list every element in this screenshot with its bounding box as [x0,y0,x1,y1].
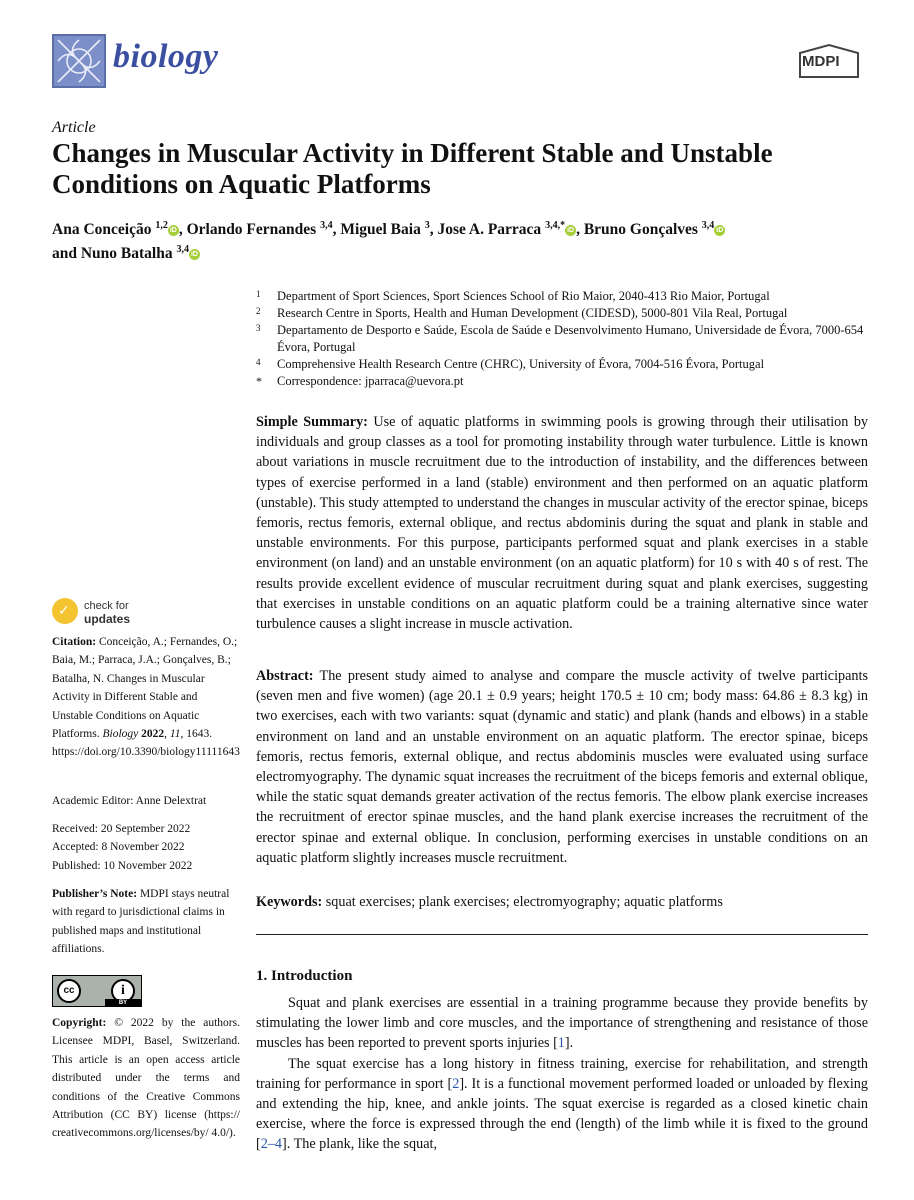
article-title: Changes in Muscular Activity in Different Stable and Unstable Conditions on Aquatic Platforms [52,138,773,199]
author[interactable]: and Nuno Batalha $^{3,4}$ iD [52,244,198,263]
article-type: Article [52,119,96,136]
paragraph: Squat and plank exercises are essential in a training programme because they provide benefits by stimulating the lower limb and core muscles, and the importance of strengthening and resistance of those muscles has been reported to prevent sports injuries [1]. [256,995,868,1052]
author[interactable]: Ana Conceição $^{1,2}$ iD , [52,220,187,239]
accepted-date: Accepted: 8 November 2022 [52,841,185,854]
journal-logo [52,34,106,88]
author[interactable]: Jose A. Parraca $^{3,4,*}$ iD , [437,220,584,239]
reference-link[interactable]: 2 [452,1075,460,1092]
orcid-icon[interactable]: iD [190,251,198,259]
keywords: Keywords: squat exercises; plank exercises; electromyography; aquatic platforms [256,894,723,910]
publication-dates [52,820,240,875]
simple-summary: Simple Summary: Use of aquatic platforms in swimming pools is growing through their utilisation by individuals and group classes as a tool for promoting instability through water turbulence. Little is known about variations in muscle recruitment due to the introduction of instability, and the differences between types of exercise performed in a land (stable) environment and then performed on an aquatic platform (unstable). This study attempted to understand the changes in muscular activity of the erector spinae, biceps femoris, rectus femoris, external oblique, and rectus abdominis during the squat and plank in stable and unstable environments. For this purpose, participants performed squat and plank exercises in a stable environment (on land) and an unstable environment (on an aquatic platform) for 10 s with 40 s of rest. The results provide excellent evidence of muscular recruitment during squat and plank exercises, suggesting that exercises in unstable conditions on an aquatic platform could be a training alternative since water turbulence causes a slight increase in muscle activation. [256,414,869,633]
citation: Citation: Conceição, A.; Fernandes, O.; Baia, M.; Parraca, J.A.; Gonçalves, B.; Batalha, N. Changes in Muscular Activity in Different Stable and Unstable Conditions on Aquatic Platforms. Biology 2022, 11, 1643. https://doi.org/10.3390/biology11111643 [52,636,240,759]
academic-editor: Academic Editor: Anne Delextrat [52,795,207,807]
dna-pattern-icon [54,36,104,86]
journal-name[interactable]: biology [113,38,219,75]
doi-link[interactable]: , 1643. https://doi.org/10.3390/biology11111643 [52,728,240,759]
orcid-icon[interactable]: iD [567,227,575,235]
copyright-notice: Copyright: © 2022 by the authors. Licensee MDPI, Basel, Switzerland. This article is an open access article distributed under the terms and conditions of the Creative Commons Attribution (CC BY) license (https:// creativecommons.org/licenses/by/ 4.0/). [52,1017,240,1140]
affiliation-item: 4 Comprehensive Health Research Centre (CHRC), University of Évora, 7004-516 Évora, Portugal [256,357,765,371]
affiliations [256,288,876,390]
affiliation-item: 2 Research Centre in Sports, Health and Human Development (CIDESD), 5000-801 Vila Real, Portugal [256,306,788,320]
author[interactable]: Miguel Baia $^3$, [340,220,438,239]
introduction-body [256,993,868,1155]
publishers-note: Publisher’s Note: MDPI stays neutral with regard to jurisdictional claims in published maps and institutional affiliations. [52,888,230,956]
published-date: Published: 10 November 2022 [52,859,193,872]
cc-by-license-badge[interactable] [52,975,142,1007]
creative-commons-icon: cc [57,979,81,1003]
correspondence: * Correspondence: jparraca@uevora.pt [256,374,464,388]
updates-label[interactable]: check for [84,600,129,612]
attribution-icon: i [111,979,135,1003]
affiliation-item: 1 Department of Sport Sciences, Sport Sciences School of Rio Maior, 2040-413 Rio Maior, Portugal [256,289,770,303]
reference-link[interactable]: 1 [557,1035,565,1052]
section-heading: 1. Introduction [256,968,353,984]
abstract: Abstract: The present study aimed to analyse and compare the muscle activity of twelve participants (seven men and five women) (age 20.1 ± 0.9 years; height 170.5 ± 10 cm; body mass: 64.86 ± 8.3 kg) in two exercises, each with two variants: squat (dynamic and static) and plank (hands and elbows) in a stable environment on land and an unstable environment on an aquatic platform. The erector spinae, biceps femoris, rectus femoris, external oblique, and rectus abdominis muscles were evaluated using surface electromyography. The dynamic squat increases the recruitment of the biceps femoris and external oblique, while the static squat demands greater activation of the rectus femoris. The elbow plank exercise increases the recruitment of erector spinae muscles, and the hand plank exercise increases the recruitment of the erector spinae and external oblique. In conclusion, performing exercises in unstable conditions on an aquatic platform slightly increases muscle recruitment. [256,668,868,866]
author[interactable]: Bruno Gonçalves $^{3,4}$ iD [583,220,724,239]
author[interactable]: Orlando Fernandes $^{3,4}$, [186,220,341,239]
orcid-icon[interactable]: iD [169,227,177,235]
received-date: Received: 20 September 2022 [52,823,191,835]
cc-by-label: BY [105,999,141,1007]
author-list [52,216,872,264]
section-divider [256,934,868,935]
paragraph: The squat exercise has a long history in fitness training, exercise for rehabilitation, and strength training for performance in sport [2]. It is a functional movement performed loaded or unloaded by flexing and extending the hip, knee, and ankle joints. The squat exercise is regarded as a closed kinetic chain exercise, where the force is expressed through the end (length) of the limb while it is fixed to the ground [2–4]. The plank, like the squat, [256,1055,868,1153]
checkmark-icon: ✓ [58,603,70,619]
reference-link[interactable]: 2–4 [260,1136,283,1153]
publisher-name[interactable]: MDPI [802,53,840,70]
updates-label-bold[interactable]: updates [84,612,131,626]
affiliation-item: 3 Departamento de Desporto e Saúde, Escola de Saúde e Desenvolvimento Humano, Universidade de Évora, 7000-654 Évora, Portugal [256,323,864,354]
orcid-icon[interactable]: iD [716,227,724,235]
